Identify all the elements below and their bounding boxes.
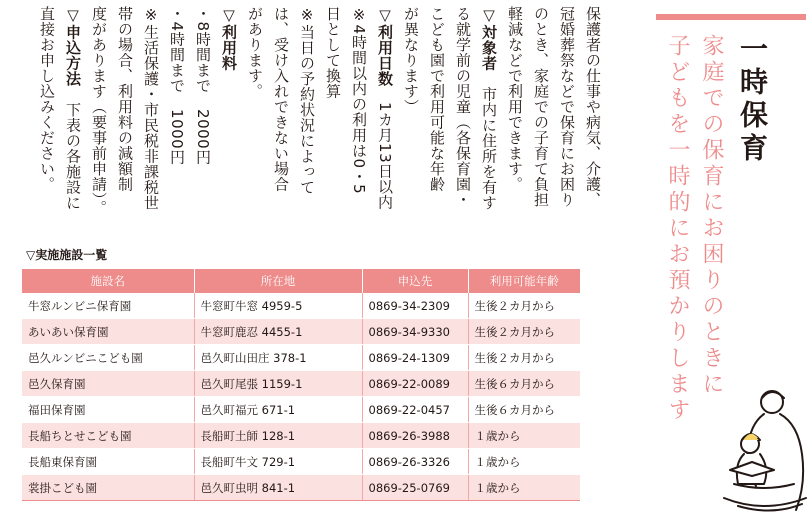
text-column xyxy=(396,6,426,228)
column-text: る就学前の児童（各保育園・ xyxy=(454,6,472,208)
column-text: 帯の場合、利用料の減額制 xyxy=(116,6,134,192)
column-text: 度があります（要事前申請）。 xyxy=(90,6,108,216)
phone-cell: 0869-24-1309 xyxy=(362,345,468,371)
column-text: は、受け入れできない場合 xyxy=(272,6,290,192)
column-text: ※生活保護・市民税非課税世 xyxy=(142,6,160,211)
table-row xyxy=(22,345,580,371)
header-age: 利用可能年齢 xyxy=(468,269,580,293)
eligible-age-cell: １歳から xyxy=(468,475,580,501)
header-contact: 申込先 xyxy=(362,269,468,293)
column-text: ※4時間以内の利用は0・5 xyxy=(350,6,368,195)
text-column xyxy=(32,6,62,228)
table-row xyxy=(22,449,580,475)
text-column xyxy=(188,6,218,228)
text-column xyxy=(474,6,504,228)
eligible-age-cell: 生後２カ月から xyxy=(468,293,580,319)
column-text: 下表の各施設に xyxy=(64,86,82,211)
accent-bar xyxy=(656,14,806,20)
column-text: があります。 xyxy=(246,6,264,99)
facility-table xyxy=(22,269,580,501)
text-column xyxy=(162,6,192,228)
address-cell: 長船町牛文 729-1 xyxy=(194,449,362,475)
section-heading: ▽対象者 xyxy=(480,6,498,71)
header-facility-name: 施設名 xyxy=(22,269,194,293)
text-column xyxy=(370,6,400,228)
column-text: が異なります） xyxy=(402,6,420,115)
table-row xyxy=(22,371,580,397)
table-caption: ▽実施施設一覧 xyxy=(26,248,108,262)
text-column xyxy=(240,6,270,228)
phone-cell: 0869-26-3326 xyxy=(362,449,468,475)
column-text: 1カ月13日以内 xyxy=(376,86,394,210)
table-row xyxy=(22,423,580,449)
eligible-age-cell: １歳から xyxy=(468,449,580,475)
facility-name-cell: 牛窓ルンビニ保育園 xyxy=(22,293,194,319)
column-text: ・8時間まで 2000円 xyxy=(194,6,212,165)
facility-name-cell: 長船ちとせこども園 xyxy=(22,423,194,449)
text-column xyxy=(448,6,478,228)
text-column xyxy=(552,6,582,228)
text-column xyxy=(422,6,452,228)
table-row xyxy=(22,475,580,501)
table-header-row xyxy=(22,269,580,293)
column-text: のとき、家庭での子育て負担 xyxy=(532,6,550,208)
parent-child-reading-illustration xyxy=(714,388,810,516)
phone-cell: 0869-22-0089 xyxy=(362,371,468,397)
facility-name-cell: あいあい保育園 xyxy=(22,319,194,345)
header-address: 所在地 xyxy=(194,269,362,293)
address-cell: 邑久町虫明 841-1 xyxy=(194,475,362,501)
address-cell: 牛窓町鹿忍 4455-1 xyxy=(194,319,362,345)
column-text: 軽減などで利用できます。 xyxy=(506,6,524,192)
facility-name-cell: 福田保育園 xyxy=(22,397,194,423)
section-heading: ▽利用日数 xyxy=(376,6,394,87)
text-column xyxy=(110,6,140,228)
text-column xyxy=(578,6,608,228)
subtitle-line-1: 家庭での保育にお困りのときに xyxy=(699,34,724,398)
phone-cell: 0869-34-9330 xyxy=(362,319,468,345)
phone-cell: 0869-26-3988 xyxy=(362,423,468,449)
facility-name-cell: 邑久保育園 xyxy=(22,371,194,397)
text-column xyxy=(344,6,374,228)
eligible-age-cell: １歳から xyxy=(468,423,580,449)
subtitle-line-2: 子どもを一時的にお預かりします xyxy=(665,34,690,424)
facility-name-cell: 長船東保育園 xyxy=(22,449,194,475)
eligible-age-cell: 生後６カ月から xyxy=(468,371,580,397)
column-text: ・4時間まで 1000円 xyxy=(168,6,186,165)
text-column xyxy=(526,6,556,228)
text-column xyxy=(214,6,244,228)
eligible-age-cell: 生後２カ月から xyxy=(468,345,580,371)
column-text: 冠婚葬祭などで保育にお困り xyxy=(558,6,576,208)
text-column xyxy=(136,6,166,228)
phone-cell: 0869-22-0457 xyxy=(362,397,468,423)
text-column xyxy=(292,6,322,228)
address-cell: 邑久町尾張 1159-1 xyxy=(194,371,362,397)
page-title: 一時保育 xyxy=(736,34,769,166)
text-column xyxy=(500,6,530,228)
address-cell: 牛窓町牛窓 4959-5 xyxy=(194,293,362,319)
address-cell: 長船町土師 128-1 xyxy=(194,423,362,449)
section-heading: ▽申込方法 xyxy=(64,6,82,87)
text-column xyxy=(84,6,114,228)
table-row xyxy=(22,293,580,319)
eligible-age-cell: 生後６カ月から xyxy=(468,397,580,423)
address-cell: 邑久町山田庄 378-1 xyxy=(194,345,362,371)
table-row xyxy=(22,397,580,423)
facility-name-cell: 邑久ルンビニこども園 xyxy=(22,345,194,371)
address-cell: 邑久町福元 671-1 xyxy=(194,397,362,423)
facility-name-cell: 裳掛こども園 xyxy=(22,475,194,501)
column-text: 日として換算 xyxy=(324,6,342,99)
phone-cell: 0869-34-2309 xyxy=(362,293,468,319)
column-text: 市内に住所を有す xyxy=(480,71,498,211)
column-text: 直接お申し込みください。 xyxy=(38,6,56,192)
eligible-age-cell: 生後２カ月から xyxy=(468,319,580,345)
column-text: ※当日の予約状況によって xyxy=(298,6,316,195)
column-text: 保護者の仕事や病気、介護、 xyxy=(584,6,602,208)
column-text: こども園で利用可能な年齢 xyxy=(428,6,446,192)
text-column xyxy=(266,6,296,228)
phone-cell: 0869-25-0769 xyxy=(362,475,468,501)
text-column xyxy=(318,6,348,228)
section-heading: ▽利用料 xyxy=(220,6,238,71)
table-row xyxy=(22,319,580,345)
text-column xyxy=(58,6,88,228)
